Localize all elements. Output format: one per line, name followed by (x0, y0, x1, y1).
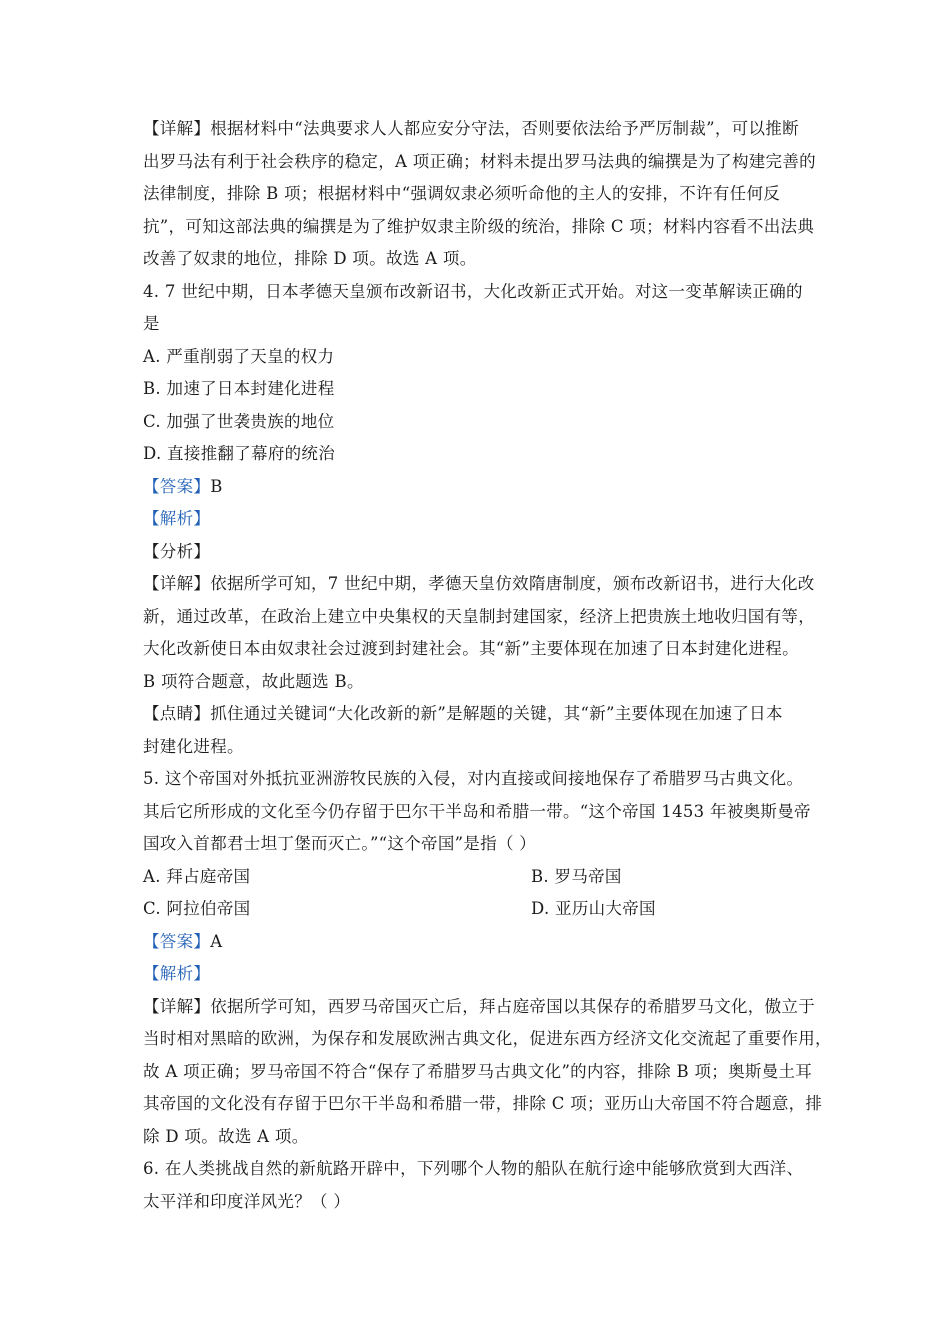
q3-detail-line-4: 抗”，可知这部法典的编撰是为了维护奴隶主阶级的统治，排除 C 项；材料内容看不出法典 (143, 217, 815, 236)
detail-label: 【详解】 (143, 997, 211, 1016)
q5-detail-line-4: 其帝国的文化没有存留于巴尔干半岛和希腊一带，排除 C 项；亚历山大帝国不符合题意，排 (143, 1094, 823, 1113)
q4-option-c: C. 加强了世袭贵族的地位 (143, 412, 335, 431)
q5-option-d: D. 亚历山大帝国 (531, 899, 656, 918)
q4-stem-line-1: 4. 7 世纪中期，日本孝德天皇颁布改新诏书，大化改新正式开始。对这一变革解读正确的 (143, 282, 803, 301)
q4-option-b: B. 加速了日本封建化进程 (143, 379, 335, 398)
q4-tip-line-2: 封建化进程。 (143, 737, 244, 756)
answer-label: 【答案】 (143, 477, 211, 496)
q3-detail-line-2: 出罗马法有利于社会秩序的稳定，A 项正确；材料未提出罗马法典的编撰是为了构建完善的 (143, 152, 816, 171)
q5-answer (143, 931, 222, 953)
answer-value: B (210, 477, 223, 496)
answer-label: 【答案】 (143, 932, 211, 951)
detail-label: 【详解】 (143, 119, 211, 138)
detail-label: 【详解】 (143, 574, 211, 593)
q4-analysis-label: 【解析】 (143, 509, 211, 528)
q4-tip-line-1: 【点睛】抓住通过关键词“大化改新的新”是解题的关键，其“新”主要体现在加速了日本 (143, 704, 783, 723)
q6-stem-line-1: 6. 在人类挑战自然的新航路开辟中，下列哪个人物的船队在航行途中能够欣赏到大西洋、 (143, 1159, 804, 1178)
q3-detail-line-5: 改善了奴隶的地位，排除 D 项。故选 A 项。 (143, 249, 477, 268)
q4-detail-line-2: 新，通过改革，在政治上建立中央集权的天皇制封建国家，经济上把贵族土地收归国有等， (143, 607, 815, 626)
q4-answer (143, 476, 223, 498)
q4-stem-line-2: 是 (143, 314, 160, 333)
q5-option-b: B. 罗马帝国 (531, 867, 622, 886)
q5-detail-line-2: 当时相对黑暗的欧洲，为保存和发展欧洲古典文化，促进东西方经济文化交流起了重要作用， (143, 1029, 832, 1048)
q5-detail-line-1: 【详解】依据所学可知，西罗马帝国灭亡后，拜占庭帝国以其保存的希腊罗马文化，傲立于 (143, 997, 816, 1016)
q3-detail-line-1: 【详解】根据材料中“法典要求人人都应安分守法，否则要依法给予严厉制裁”，可以推断 (143, 119, 799, 138)
q4-fenxi-label: 【分析】 (143, 542, 211, 561)
q4-option-a: A. 严重削弱了天皇的权力 (143, 347, 335, 366)
answer-value: A (210, 932, 223, 951)
q5-analysis-label: 【解析】 (143, 964, 211, 983)
q5-detail-line-5: 除 D 项。故选 A 项。 (143, 1127, 309, 1146)
tip-label: 【点睛】 (143, 704, 211, 723)
q5-option-c: C. 阿拉伯帝国 (143, 899, 251, 918)
q4-option-d: D. 直接推翻了幕府的统治 (143, 444, 336, 463)
q5-option-a: A. 拜占庭帝国 (143, 867, 251, 886)
q4-detail-line-3: 大化改新使日本由奴隶社会过渡到封建社会。其“新”主要体现在加速了日本封建化进程。 (143, 639, 799, 658)
q4-detail-line-4: B 项符合题意，故此题选 B。 (143, 672, 364, 691)
q3-detail-line-3: 法律制度，排除 B 项；根据材料中“强调奴隶必须听命他的主人的安排，不许有任何反 (143, 184, 781, 203)
q5-stem-line-1: 5. 这个帝国对外抵抗亚洲游牧民族的入侵，对内直接或间接地保存了希腊罗马古典文化。 (143, 769, 804, 788)
q5-detail-line-3: 故 A 项正确；罗马帝国不符合“保存了希腊罗马古典文化”的内容，排除 B 项；奥斯曼土耳 (143, 1062, 813, 1081)
q5-stem-line-2: 其后它所形成的文化至今仍存留于巴尔干半岛和希腊一带。“这个帝国 1453 年被奥斯曼帝 (143, 802, 811, 821)
q4-detail-line-1: 【详解】依据所学可知，7 世纪中期，孝德天皇仿效隋唐制度，颁布改新诏书，进行大化改 (143, 574, 815, 593)
q5-stem-line-3: 国攻入首都君士坦丁堡而灭亡。”“这个帝国”是指（ ） (143, 834, 537, 853)
q6-stem-line-2: 太平洋和印度洋风光？（ ） (143, 1192, 351, 1211)
